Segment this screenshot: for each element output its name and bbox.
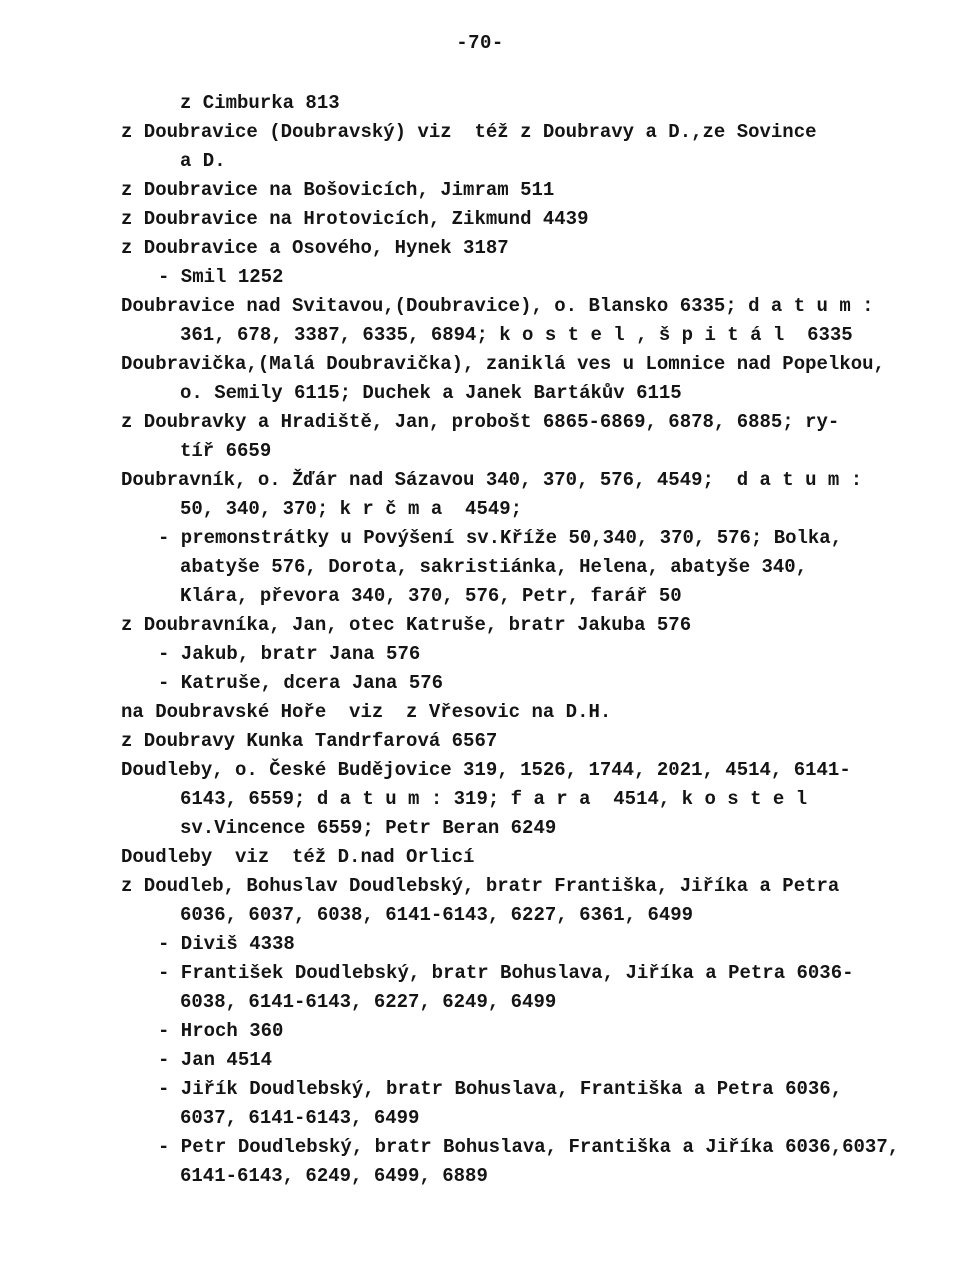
index-line: 6038, 6141-6143, 6227, 6249, 6499: [180, 991, 557, 1013]
index-line: - Smil 1252: [158, 266, 284, 288]
index-line: Doubravník, o. Žďár nad Sázavou 340, 370, 576, 4549; d a t u m :: [121, 469, 863, 491]
index-line: z Doubravice a Osového, Hynek 3187: [121, 237, 509, 259]
index-line: tíř 6659: [180, 440, 272, 462]
index-line: z Doubravy Kunka Tandrfarová 6567: [121, 730, 498, 752]
index-line: z Doudleb, Bohuslav Doudlebský, bratr Františka, Jiříka a Petra: [121, 875, 840, 897]
index-line: z Doubravice (Doubravský) viz též z Doubravy a D.,ze Sovince: [121, 121, 817, 143]
index-line: - Jiřík Doudlebský, bratr Bohuslava, Františka a Petra 6036,: [158, 1078, 843, 1100]
page-number: -70-: [456, 32, 504, 54]
index-line: 6141-6143, 6249, 6499, 6889: [180, 1165, 488, 1187]
index-line: na Doubravské Hoře viz z Vřesovic na D.H.: [121, 701, 612, 723]
index-line: a D.: [180, 150, 226, 172]
index-line: - Jan 4514: [158, 1049, 273, 1071]
index-line: z Doubravníka, Jan, otec Katruše, bratr Jakuba 576: [121, 614, 692, 636]
index-line: Doubravička,(Malá Doubravička), zaniklá ves u Lomnice nad Popelkou,: [121, 353, 885, 375]
index-line: - Hroch 360: [158, 1020, 284, 1042]
index-line: 50, 340, 370; k r č m a 4549;: [180, 498, 523, 520]
index-line: - Diviš 4338: [158, 933, 295, 955]
index-line: z Doubravky a Hradiště, Jan, probošt 6865-6869, 6878, 6885; ry-: [121, 411, 840, 433]
index-line: - premonstrátky u Povýšení sv.Kříže 50,340, 370, 576; Bolka,: [158, 527, 843, 549]
index-line: z Doubravice na Bošovicích, Jimram 511: [121, 179, 555, 201]
index-line: 6036, 6037, 6038, 6141-6143, 6227, 6361, 6499: [180, 904, 694, 926]
index-line: - Katruše, dcera Jana 576: [158, 672, 444, 694]
index-line: - Petr Doudlebský, bratr Bohuslava, Františka a Jiříka 6036,6037,: [158, 1136, 900, 1158]
index-line: sv.Vincence 6559; Petr Beran 6249: [180, 817, 557, 839]
index-line: Doudleby viz též D.nad Orlicí: [121, 846, 475, 868]
index-line: abatyše 576, Dorota, sakristiánka, Helena, abatyše 340,: [180, 556, 808, 578]
index-line: 6143, 6559; d a t u m : 319; f a r a 4514, k o s t e l: [180, 788, 808, 810]
index-line: z Doubravice na Hrotovicích, Zikmund 4439: [121, 208, 589, 230]
index-line: Klára, převora 340, 370, 576, Petr, farář 50: [180, 585, 682, 607]
index-line: o. Semily 6115; Duchek a Janek Bartákův 6115: [180, 382, 682, 404]
index-line: Doubravice nad Svitavou,(Doubravice), o. Blansko 6335; d a t u m :: [121, 295, 874, 317]
index-line: 361, 678, 3387, 6335, 6894; k o s t e l , š p i t á l 6335: [180, 324, 853, 346]
index-line: - František Doudlebský, bratr Bohuslava, Jiříka a Petra 6036-: [158, 962, 854, 984]
index-line: 6037, 6141-6143, 6499: [180, 1107, 420, 1129]
index-line: Doudleby, o. České Budějovice 319, 1526, 1744, 2021, 4514, 6141-: [121, 759, 851, 781]
index-line: - Jakub, bratr Jana 576: [158, 643, 421, 665]
index-line: z Cimburka 813: [180, 92, 340, 114]
